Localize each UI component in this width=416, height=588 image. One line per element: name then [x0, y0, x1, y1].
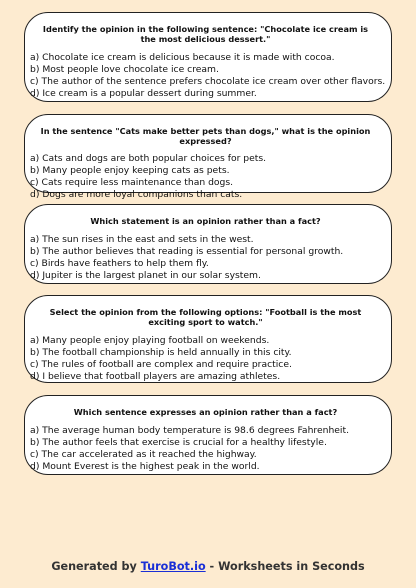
option-a: a) Many people enjoy playing football on weekends. [30, 335, 270, 346]
question-prompt: In the sentence "Cats make better pets than dogs," what is the opinion expressed? [40, 126, 371, 146]
question-card-2 [24, 114, 392, 200]
option-b: b) Most people love chocolate ice cream. [30, 64, 219, 75]
footer [0, 560, 416, 573]
question-card-3 [24, 204, 392, 284]
question-prompt: Identify the opinion in the following sentence: "Chocolate ice cream is the most delicious dessert." [42, 24, 369, 44]
question-prompt: Which sentence expresses an opinion rather than a fact? [73, 407, 338, 417]
option-b: b) The author feels that exercise is crucial for a healthy lifestyle. [30, 437, 327, 448]
question-card-1 [24, 12, 392, 102]
footer-suffix: - Worksheets in Seconds [205, 560, 365, 573]
option-a: a) Chocolate ice cream is delicious because it is made with cocoa. [30, 52, 335, 63]
options-list [30, 234, 381, 282]
question-prompt: Select the opinion from the following options: "Football is the most exciting sport to watch." [49, 307, 362, 327]
option-c: c) The rules of football are complex and require practice. [30, 359, 292, 370]
option-b: b) The author believes that reading is essential for personal growth. [30, 246, 344, 257]
option-b: b) Many people enjoy keeping cats as pets. [30, 165, 230, 176]
option-a: a) The sun rises in the east and sets in the west. [30, 234, 254, 245]
option-a: a) Cats and dogs are both popular choices for pets. [30, 153, 267, 164]
options-list [30, 335, 381, 383]
option-b: b) The football championship is held annually in this city. [30, 347, 292, 358]
question-card-4 [24, 295, 392, 383]
option-c: c) The car accelerated as it reached the highway. [30, 449, 257, 460]
option-d: d) Mount Everest is the highest peak in the world. [30, 461, 260, 472]
options-list [30, 153, 381, 201]
question-prompt: Which statement is an opinion rather than a fact? [90, 216, 321, 226]
option-c: c) Birds have feathers to help them fly. [30, 258, 209, 269]
turobot-link[interactable]: TuroBot.io [140, 560, 206, 573]
option-d: d) Ice cream is a popular dessert during summer. [30, 88, 257, 99]
footer-prefix: Generated by [51, 560, 141, 573]
option-d: d) I believe that football players are amazing athletes. [30, 371, 281, 382]
options-list [30, 425, 381, 473]
options-list [30, 52, 386, 100]
question-card-5 [24, 395, 392, 475]
option-c: c) Cats require less maintenance than dogs. [30, 177, 234, 188]
option-d: d) Dogs are more loyal companions than cats. [30, 189, 243, 200]
option-a: a) The average human body temperature is 98.6 degrees Fahrenheit. [30, 425, 349, 436]
option-c: c) The author of the sentence prefers chocolate ice cream over other flavors. [30, 76, 386, 87]
option-d: d) Jupiter is the largest planet in our solar system. [30, 270, 261, 281]
